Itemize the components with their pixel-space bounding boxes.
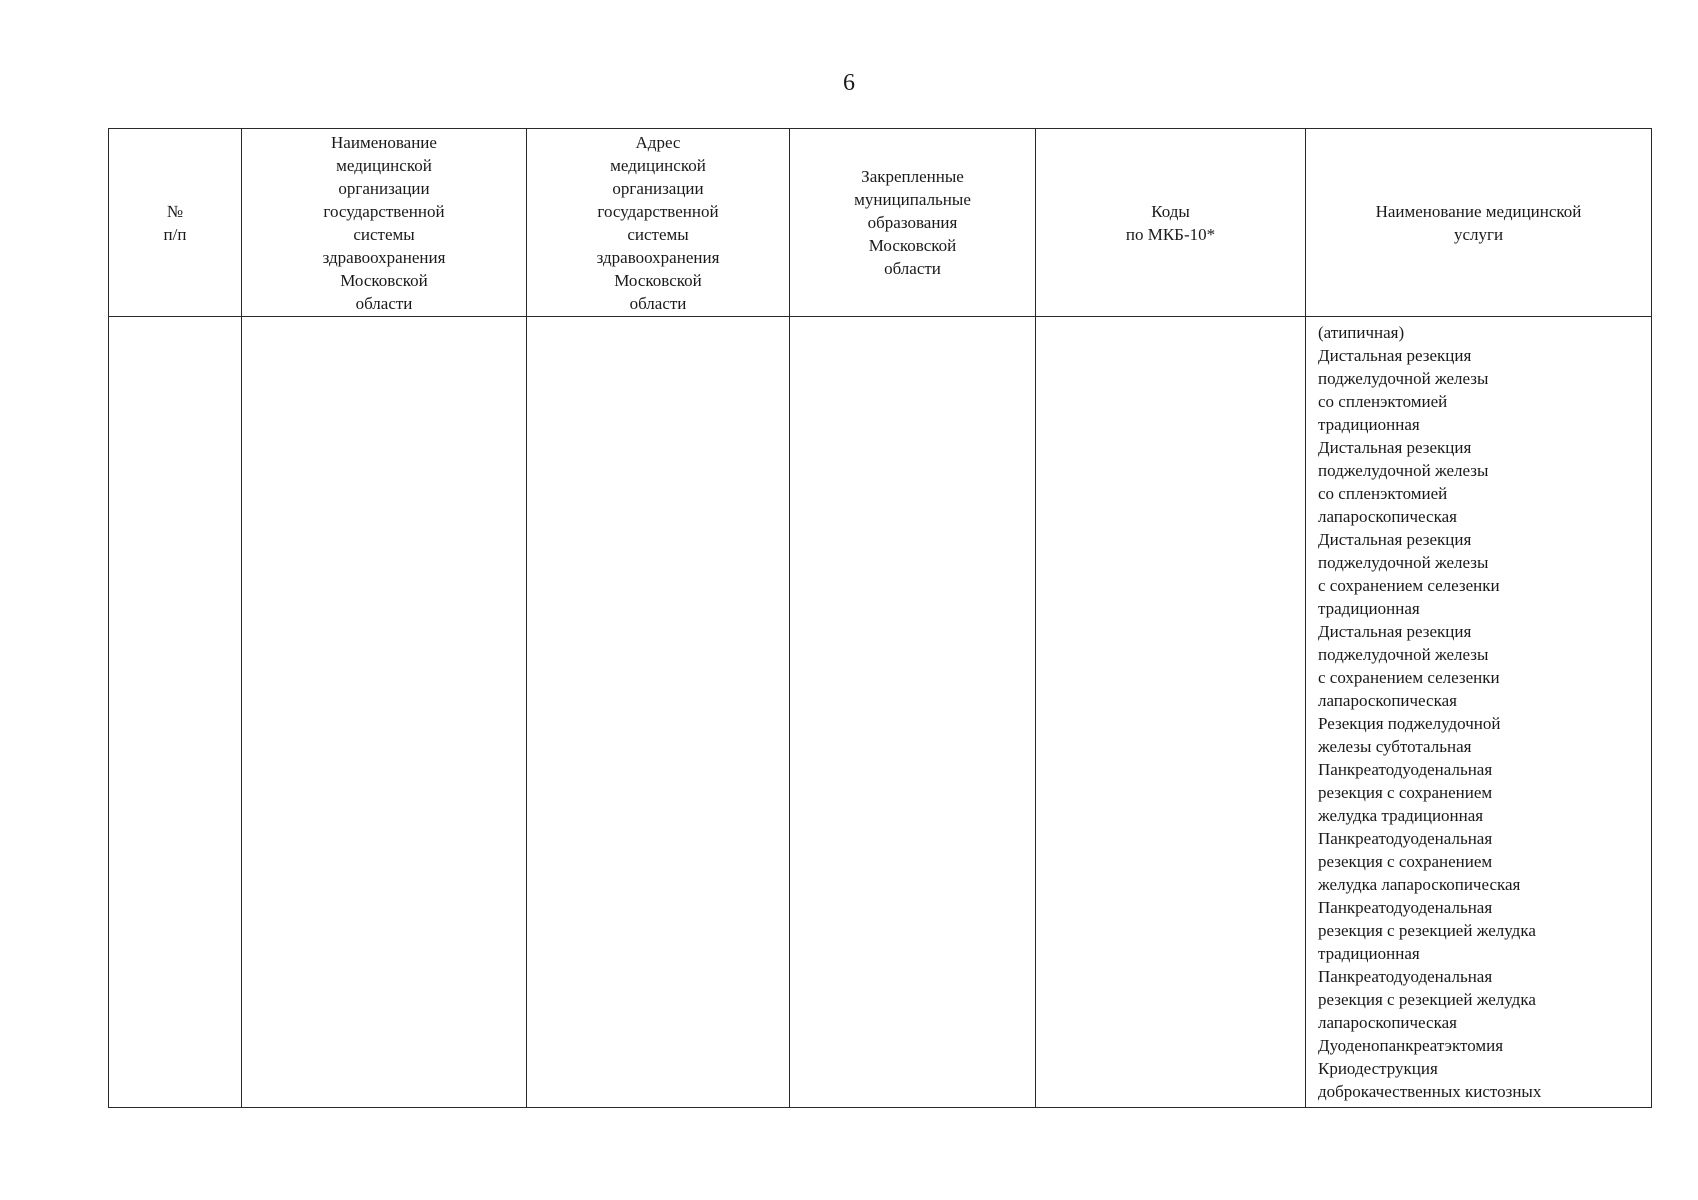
- header-codes-label: Коды по МКБ-10*: [1125, 201, 1216, 244]
- cell-municipalities: [790, 317, 1036, 1108]
- cell-address: [527, 317, 790, 1108]
- services-list: (атипичная) Дистальная резекция поджелудочной железы со спленэктомией традиционная Дистальная резекция поджелудочной железы со спленэктомией лапароскопическая Дистальная резекция поджелудочной железы с сохранением селезенки традиционная Дистальная резекция поджелудочной железы с сохранением селезенки лапароскопическая Резекция поджелудочной железы субтотальная Панкреатодуоденальная резекция с сохранением желудка традиционная Панкреатодуоденальная резекция с сохранением желудка лапароскопическая Панкреатодуоденальная резекция с резекцией желудка традиционная Панкреатодуоденальная резекция с резекцией желудка лапароскопическая Дуоденопанкреатэктомия Криодеструкция доброкачественных кистозных: [1318, 323, 1542, 1101]
- header-address-label: Адрес медицинской организации государственной системы здравоохранения Московской области: [596, 132, 720, 313]
- page-number: 6: [843, 70, 855, 96]
- services-table: [108, 128, 1652, 1108]
- cell-services: [1306, 317, 1652, 1108]
- header-number: [109, 129, 242, 317]
- cell-number: [109, 317, 242, 1108]
- header-organization: [242, 129, 527, 317]
- cell-organization: [242, 317, 527, 1108]
- header-number-label: № п/п: [163, 201, 187, 244]
- header-services: [1306, 129, 1652, 317]
- cell-codes: [1036, 317, 1306, 1108]
- header-municipalities-label: Закрепленные муниципальные образования Московской области: [854, 167, 971, 278]
- header-address: [527, 129, 790, 317]
- header-municipalities: [790, 129, 1036, 317]
- header-codes: [1036, 129, 1306, 317]
- table-row: [109, 317, 1652, 1108]
- header-organization-label: Наименование медицинской организации государственной системы здравоохранения Московской области: [322, 132, 446, 313]
- header-services-label: Наименование медицинской услуги: [1375, 201, 1582, 244]
- table-header-row: [109, 129, 1652, 317]
